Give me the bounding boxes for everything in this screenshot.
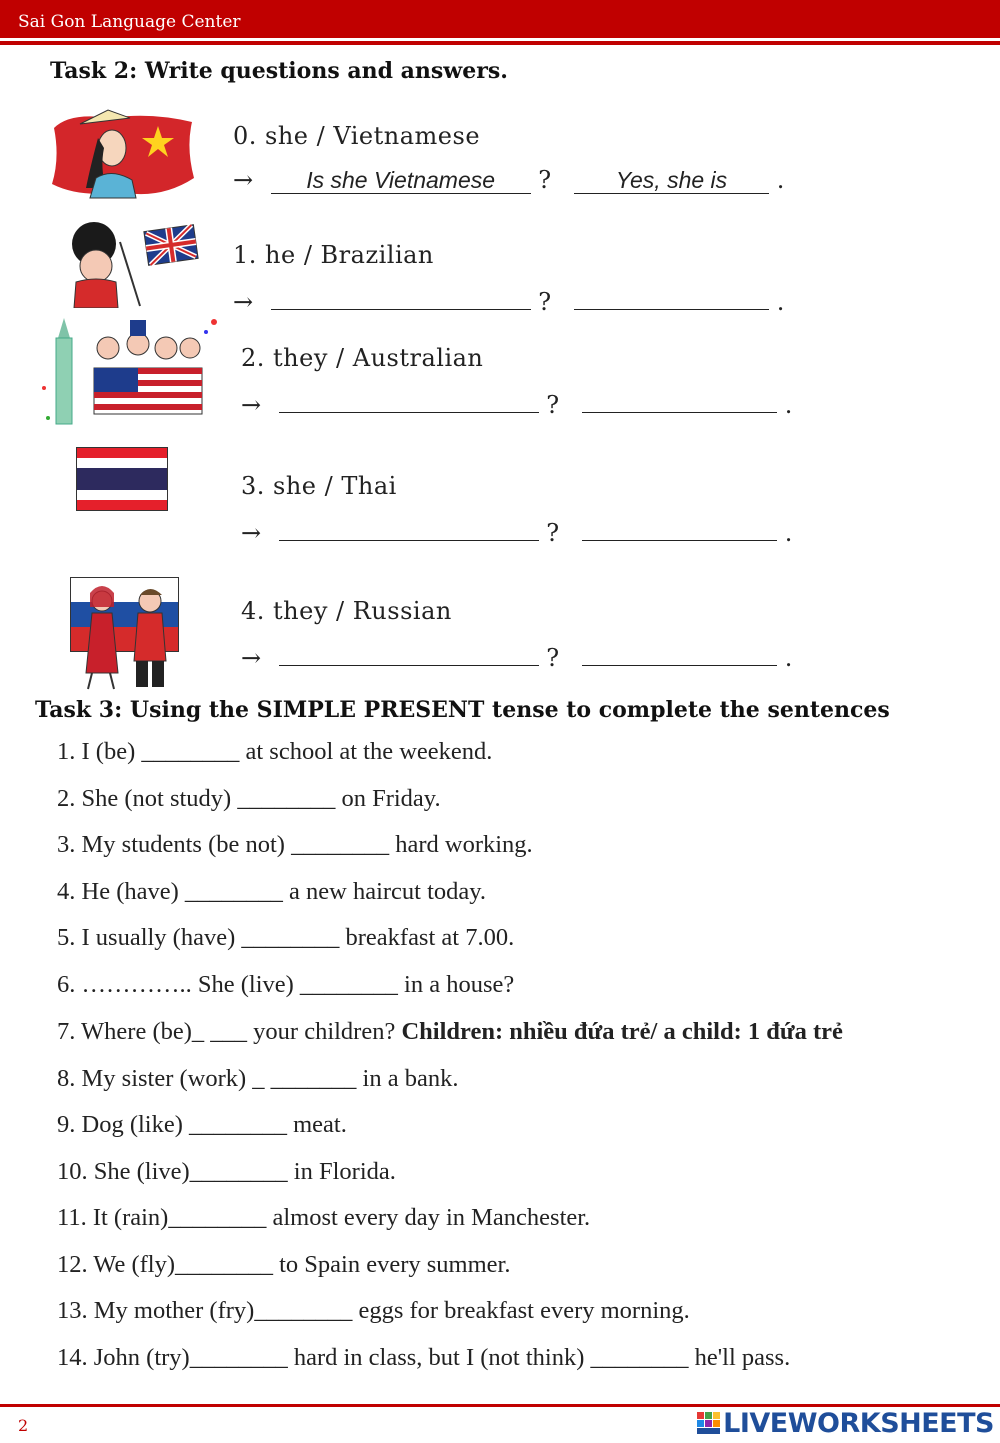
page-number: 2 [18,1416,29,1435]
sentence-13: 13. My mother (fry)________ eggs for breakfast every morning. [57,1297,690,1324]
vocabulary-note: Children: nhiều đứa trẻ/ a child: 1 đứa trẻ [401,1018,843,1045]
arrow-icon: → [233,288,254,316]
question-mark: ? [546,644,560,672]
sentence-14: 14. John (try)________ hard in class, but I (not think) ________ he'll pass. [57,1344,791,1371]
answer-blank-0[interactable]: Yes, she is [574,169,769,194]
sentence-4: 4. He (have) ________ a new haircut today. [57,878,487,905]
period: . [776,166,785,194]
task2-prompt-4: 4. they / Russian [241,597,452,625]
arrow-icon: → [241,644,262,672]
period: . [784,391,793,419]
task2-answer-row-4 [241,641,792,672]
question-blank-0[interactable]: Is she Vietnamese [271,169,531,194]
task2-prompt-3: 3. she / Thai [241,472,397,500]
sentence-2: 2. She (not study) ________ on Friday. [57,785,441,812]
sentence-9: 9. Dog (like) ________ meat. [57,1111,347,1138]
american-people-image [38,308,220,430]
question-mark: ? [538,166,552,194]
question-blank-4[interactable] [279,641,539,666]
footer-divider [0,1404,1000,1407]
sentence-1: 1. I (be) ________ at school at the weekend. [57,738,493,765]
task2-answer-row-1 [233,285,784,316]
sentence-7 [57,1018,843,1046]
sentence-7-text: 7. Where (be)_ ___ your children? [57,1018,402,1045]
question-mark: ? [538,288,552,316]
center-name: Sai Gon Language Center [18,12,241,32]
sentence-8: 8. My sister (work) _ _______ in a bank. [57,1065,459,1092]
period: . [784,519,793,547]
task2-prompt-1: 1. he / Brazilian [233,241,434,269]
task2-answer-row-2 [241,388,792,419]
task2-answer-row-3 [241,516,792,547]
vietnamese-woman-image [50,108,196,200]
answer-blank-1[interactable] [574,285,769,310]
sentence-10: 10. She (live)________ in Florida. [57,1158,396,1185]
header-bar [0,0,1000,38]
arrow-icon: → [241,391,262,419]
task2-prompt-2: 2. they / Australian [241,344,484,372]
question-blank-3[interactable] [279,516,539,541]
task3-title: Task 3: Using the SIMPLE PRESENT tense to complete the sentences [35,697,890,723]
thai-flag-image [76,447,168,511]
sentence-5: 5. I usually (have) ________ breakfast at 7.00. [57,924,515,951]
task2-prompt-0: 0. she / Vietnamese [233,122,481,150]
sentence-11: 11. It (rain)________ almost every day in Manchester. [57,1204,591,1231]
sentence-12: 12. We (fly)________ to Spain every summer. [57,1251,511,1278]
question-blank-2[interactable] [279,388,539,413]
liveworksheets-brand[interactable]: LIVEWORKSHEETS [723,1408,994,1439]
answer-blank-4[interactable] [582,641,777,666]
question-mark: ? [546,519,560,547]
task2-answer-row-0 [233,166,784,194]
arrow-icon: → [233,166,254,194]
task2-title: Task 2: Write questions and answers. [50,58,508,84]
header-divider [0,41,1000,45]
arrow-icon: → [241,519,262,547]
liveworksheets-logo-icon [697,1412,721,1434]
answer-blank-3[interactable] [582,516,777,541]
answer-blank-2[interactable] [582,388,777,413]
question-mark: ? [546,391,560,419]
period: . [776,288,785,316]
british-guard-image [60,222,200,308]
sentence-6: 6. ………….. She (live) ________ in a house? [57,971,515,998]
sentence-3: 3. My students (be not) ________ hard working. [57,831,533,858]
question-blank-1[interactable] [271,285,531,310]
russian-couple-image [70,577,182,691]
period: . [784,644,793,672]
